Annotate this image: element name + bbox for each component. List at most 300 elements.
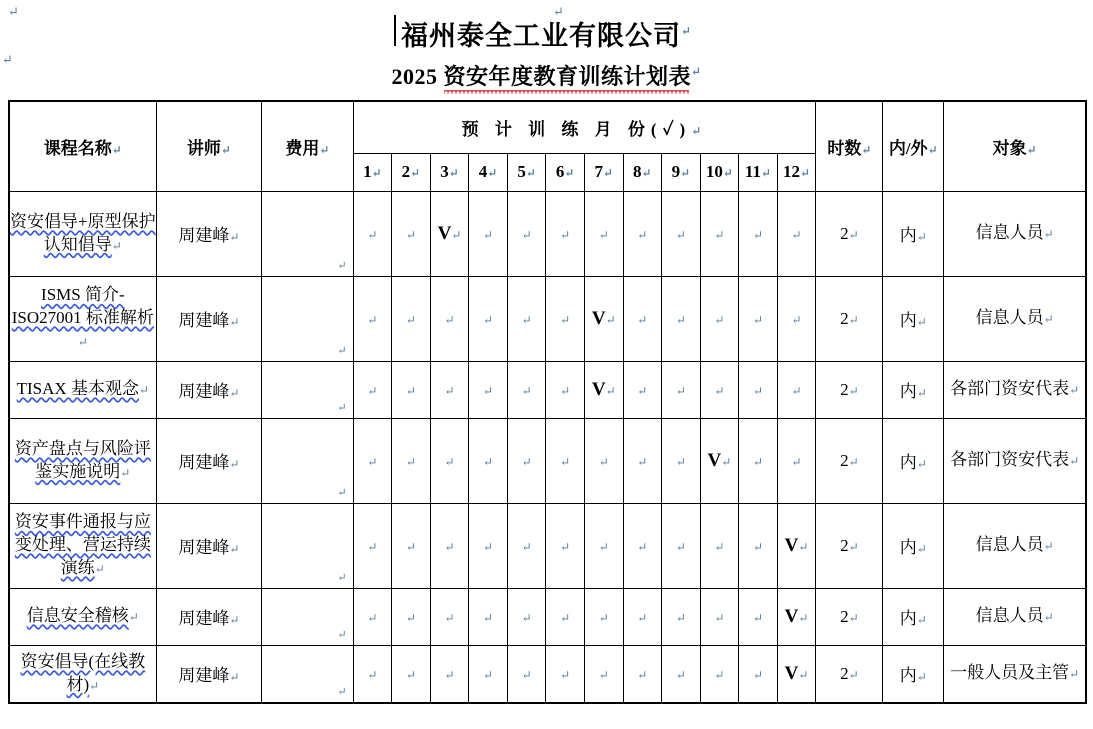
cell-month-3 <box>430 503 469 588</box>
paragraph-mark: ↵ <box>367 610 378 625</box>
paragraph-mark-title: ↵ <box>680 24 693 38</box>
paragraph-mark: ↵ <box>229 315 240 329</box>
lecturer-text: 周建峰 <box>178 311 230 330</box>
cell-target-audience <box>944 503 1086 588</box>
paragraph-mark: ↵ <box>916 315 927 329</box>
cell-month-9 <box>662 361 701 418</box>
paragraph-mark: ↵ <box>521 539 532 554</box>
cell-month-9 <box>662 418 701 503</box>
paragraph-mark: ↵ <box>637 312 648 327</box>
paragraph-mark: ↵ <box>229 230 240 244</box>
paragraph-mark: ↵ <box>405 667 416 682</box>
lecturer-text: 周建峰 <box>178 538 230 557</box>
cell-month-9 <box>662 588 701 645</box>
cell-internal-external <box>883 645 944 703</box>
paragraph-mark: ↵ <box>405 610 416 625</box>
cell-month-1 <box>353 503 392 588</box>
col-header-hours: 时数↵ <box>816 101 883 191</box>
paragraph-mark: ↵ <box>405 227 416 242</box>
title-block <box>0 0 1093 91</box>
cell-month-5 <box>507 191 546 276</box>
table-row <box>9 418 1086 503</box>
paragraph-mark: ↵ <box>848 667 859 682</box>
page-title-text: 福州泰全工业有限公司 <box>400 21 681 51</box>
cell-lecturer <box>156 645 262 703</box>
cell-month-11 <box>739 191 778 276</box>
cell-course-name <box>9 503 156 588</box>
paragraph-mark: ↵ <box>798 539 809 554</box>
month-header-8: 8↵ <box>623 153 662 191</box>
paragraph-mark: ↵ <box>128 610 139 625</box>
paragraph-mark: ↵ <box>791 312 802 327</box>
checkmark-icon: V <box>784 534 799 556</box>
paragraph-mark: ↵ <box>1069 454 1080 469</box>
table-row <box>9 503 1086 588</box>
paragraph-mark: ↵ <box>598 227 609 242</box>
cell-target-audience <box>944 645 1086 703</box>
paragraph-mark: ↵ <box>120 465 131 480</box>
paragraph-mark: ↵ <box>367 227 378 242</box>
cell-month-3 <box>430 361 469 418</box>
paragraph-mark: ↵ <box>444 454 455 469</box>
header-row-main <box>9 101 1086 153</box>
paragraph-mark: ↵ <box>714 227 725 242</box>
target-text: 信息人员 <box>975 535 1044 555</box>
col-header-fee: 费用↵ <box>262 101 353 191</box>
inout-text: 内 <box>899 538 917 557</box>
paragraph-mark: ↵ <box>598 667 609 682</box>
cell-month-8 <box>623 645 662 703</box>
paragraph-mark: ↵ <box>111 238 122 253</box>
cell-month-6 <box>546 418 585 503</box>
cell-fee <box>262 276 353 361</box>
cell-target-audience <box>944 361 1086 418</box>
table-row <box>9 361 1086 418</box>
target-text: 信息人员 <box>975 223 1044 243</box>
paragraph-mark: ↵ <box>848 610 859 625</box>
cell-internal-external <box>883 418 944 503</box>
cell-month-4 <box>469 503 508 588</box>
paragraph-mark: ↵ <box>637 383 648 398</box>
cell-month-2 <box>392 191 431 276</box>
checkmark-icon: V <box>437 222 452 244</box>
paragraph-mark: ↵ <box>1043 610 1054 625</box>
cell-month-1 <box>353 645 392 703</box>
checkmark-icon: V <box>784 605 799 627</box>
cell-course-name <box>9 645 156 703</box>
cell-month-1 <box>353 588 392 645</box>
spellcheck-underline <box>444 90 688 94</box>
cell-month-2 <box>392 418 431 503</box>
cell-month-8 <box>623 418 662 503</box>
paragraph-mark: ↵ <box>791 454 802 469</box>
paragraph-mark: ↵ <box>752 539 764 554</box>
cell-month-1 <box>353 191 392 276</box>
page-title <box>401 14 692 53</box>
cell-month-1 <box>353 276 392 361</box>
paragraph-mark: ↵ <box>1026 142 1037 157</box>
paragraph-mark: ↵ <box>605 312 616 327</box>
col-header-target: 对象↵ <box>944 101 1086 191</box>
cell-month-10 <box>700 588 739 645</box>
paragraph-mark: ↵ <box>1069 383 1080 398</box>
target-text: 各部门资安代表 <box>950 379 1070 399</box>
paragraph-mark: ↵ <box>521 312 532 327</box>
cell-month-10 <box>700 418 739 503</box>
paragraph-mark-left-margin: ↵ <box>2 52 13 67</box>
paragraph-mark: ↵ <box>798 610 809 625</box>
cell-month-4 <box>469 645 508 703</box>
inout-text: 内 <box>899 226 917 245</box>
col-header-course: 课程名称↵ <box>9 101 156 191</box>
paragraph-mark: ↵ <box>675 383 686 398</box>
month-header-10: 10↵ <box>700 153 739 191</box>
course-name-text: 信息安全稽核 <box>26 606 129 626</box>
cell-month-1 <box>353 418 392 503</box>
paragraph-mark: ↵ <box>637 454 648 469</box>
checkmark-icon: V <box>707 449 722 471</box>
paragraph-mark: ↵ <box>1043 227 1054 242</box>
cell-month-3 <box>430 645 469 703</box>
cell-month-12 <box>777 276 816 361</box>
cell-course-name <box>9 361 156 418</box>
paragraph-mark: ↵ <box>848 312 859 327</box>
cell-fee <box>262 503 353 588</box>
course-name-text: 资安倡导(在线教材) <box>20 651 146 694</box>
paragraph-mark: ↵ <box>560 312 571 327</box>
paragraph-mark: ↵ <box>410 166 421 180</box>
paragraph-mark: ↵ <box>675 312 686 327</box>
col-header-months-group: 预 计 训 练 月 份(✓)↵ <box>353 101 816 153</box>
paragraph-mark: ↵ <box>848 539 859 554</box>
paragraph-mark: ↵ <box>405 454 416 469</box>
lecturer-text: 周建峰 <box>178 453 230 472</box>
paragraph-mark: ↵ <box>371 166 382 180</box>
paragraph-mark: ↵ <box>405 539 416 554</box>
cell-month-10 <box>700 503 739 588</box>
cell-month-12 <box>777 418 816 503</box>
cell-month-6 <box>546 503 585 588</box>
cell-lecturer <box>156 503 262 588</box>
paragraph-mark: ↵ <box>861 142 872 157</box>
month-header-1: 1↵ <box>353 153 392 191</box>
paragraph-mark: ↵ <box>560 383 571 398</box>
month-header-11: 11↵ <box>739 153 778 191</box>
col-header-inout: 内/外↵ <box>883 101 944 191</box>
cell-month-8 <box>623 191 662 276</box>
cell-month-12 <box>777 503 816 588</box>
paragraph-mark: ↵ <box>487 166 498 180</box>
paragraph-mark: ↵ <box>675 610 686 625</box>
inout-text: 内 <box>899 453 917 472</box>
hours-text: 2 <box>840 223 849 243</box>
paragraph-mark: ↵ <box>405 383 416 398</box>
paragraph-mark: ↵ <box>94 561 105 576</box>
paragraph-mark: ↵ <box>521 610 532 625</box>
paragraph-mark: ↵ <box>752 667 764 682</box>
paragraph-mark: ↵ <box>138 383 150 398</box>
month-header-12: 12↵ <box>777 153 816 191</box>
table-body <box>9 191 1086 703</box>
hours-text: 2 <box>840 535 849 555</box>
paragraph-mark: ↵ <box>560 610 571 625</box>
paragraph-mark: ↵ <box>1043 539 1054 554</box>
checkmark-icon: V <box>784 662 799 684</box>
cell-course-name <box>9 276 156 361</box>
cell-month-5 <box>507 588 546 645</box>
cell-month-7 <box>584 588 623 645</box>
paragraph-mark: ↵ <box>521 667 532 682</box>
paragraph-mark: ↵ <box>521 454 532 469</box>
cell-month-4 <box>469 418 508 503</box>
inout-text: 内 <box>899 666 917 685</box>
cell-hours <box>816 588 883 645</box>
cell-month-7 <box>584 361 623 418</box>
cell-month-2 <box>392 588 431 645</box>
cell-lecturer <box>156 418 262 503</box>
paragraph-mark: ↵ <box>916 542 927 556</box>
course-name-text: 资安倡导+原型保护认知倡导 <box>10 211 156 254</box>
cell-month-11 <box>739 588 778 645</box>
table-row <box>9 191 1086 276</box>
paragraph-mark: ↵ <box>916 670 927 684</box>
paragraph-mark: ↵ <box>714 383 725 398</box>
cell-month-5 <box>507 276 546 361</box>
cell-month-2 <box>392 276 431 361</box>
cell-month-9 <box>662 276 701 361</box>
col-header-lecturer: 讲师↵ <box>156 101 262 191</box>
cell-month-2 <box>392 645 431 703</box>
cell-month-6 <box>546 361 585 418</box>
inout-text: 内 <box>899 311 917 330</box>
paragraph-mark: ↵ <box>602 166 614 180</box>
paragraph-mark: ↵ <box>525 166 536 180</box>
cell-fee <box>262 588 353 645</box>
paragraph-mark: ↵ <box>760 166 772 180</box>
paragraph-mark: ↵ <box>916 613 927 627</box>
target-text: 信息人员 <box>975 308 1044 328</box>
cell-month-11 <box>739 645 778 703</box>
paragraph-mark: ↵ <box>483 667 494 682</box>
paragraph-mark: ↵ <box>89 678 100 693</box>
hours-text: 2 <box>840 450 849 470</box>
cell-month-3 <box>430 588 469 645</box>
cell-month-6 <box>546 191 585 276</box>
paragraph-mark: ↵ <box>714 539 725 554</box>
paragraph-mark: ↵ <box>791 383 802 398</box>
cell-month-3 <box>430 418 469 503</box>
paragraph-mark: ↵ <box>483 227 494 242</box>
cell-course-name <box>9 588 156 645</box>
cell-month-5 <box>507 361 546 418</box>
paragraph-mark: ↵ <box>1043 312 1054 327</box>
cell-internal-external <box>883 276 944 361</box>
cell-month-8 <box>623 588 662 645</box>
cell-course-name <box>9 191 156 276</box>
cell-month-4 <box>469 276 508 361</box>
cell-month-7 <box>584 418 623 503</box>
paragraph-mark: ↵ <box>637 667 648 682</box>
paragraph-mark: ↵ <box>367 454 378 469</box>
month-header-2: 2↵ <box>392 153 431 191</box>
cell-month-11 <box>739 503 778 588</box>
inout-text: 内 <box>899 609 917 628</box>
cell-target-audience <box>944 588 1086 645</box>
cell-month-8 <box>623 503 662 588</box>
paragraph-mark: ↵ <box>680 166 691 180</box>
paragraph-mark: ↵ <box>560 227 571 242</box>
cell-month-12 <box>777 645 816 703</box>
paragraph-mark: ↵ <box>560 667 571 682</box>
cell-month-7 <box>584 503 623 588</box>
paragraph-mark: ↵ <box>1069 667 1080 682</box>
cell-month-2 <box>392 361 431 418</box>
cell-month-11 <box>739 276 778 361</box>
cell-month-10 <box>700 191 739 276</box>
hours-text: 2 <box>840 606 849 626</box>
paragraph-mark: ↵ <box>483 610 494 625</box>
paragraph-mark: ↵ <box>691 123 708 138</box>
cell-month-6 <box>546 588 585 645</box>
paragraph-mark: ↵ <box>229 670 240 684</box>
paragraph-mark: ↵ <box>916 230 927 244</box>
hours-text: 2 <box>840 379 849 399</box>
cell-month-11 <box>739 418 778 503</box>
cell-internal-external <box>883 588 944 645</box>
paragraph-mark: ↵ <box>848 227 859 242</box>
paragraph-mark: ↵ <box>220 142 231 157</box>
month-header-3: 3↵ <box>430 153 469 191</box>
paragraph-mark: ↵ <box>367 667 378 682</box>
paragraph-mark: ↵ <box>714 667 725 682</box>
paragraph-mark: ↵ <box>367 312 378 327</box>
cell-month-12 <box>777 191 816 276</box>
cell-internal-external <box>883 361 944 418</box>
cell-hours <box>816 361 883 418</box>
paragraph-mark: ↵ <box>444 667 455 682</box>
paragraph-mark: ↵ <box>752 312 764 327</box>
target-text: 一般人员及主管 <box>950 663 1070 683</box>
paragraph-mark: ↵ <box>444 383 455 398</box>
cell-month-9 <box>662 503 701 588</box>
cell-month-7 <box>584 645 623 703</box>
cell-fee <box>262 191 353 276</box>
cell-target-audience <box>944 276 1086 361</box>
cell-month-3 <box>430 276 469 361</box>
cell-month-11 <box>739 361 778 418</box>
paragraph-mark: ↵ <box>229 613 240 627</box>
cell-fee <box>262 645 353 703</box>
cell-month-1 <box>353 361 392 418</box>
cell-month-4 <box>469 588 508 645</box>
paragraph-mark: ↵ <box>916 457 927 471</box>
paragraph-mark: ↵ <box>598 539 609 554</box>
cell-month-7 <box>584 276 623 361</box>
cell-month-5 <box>507 503 546 588</box>
paragraph-mark-top-right: ↵ <box>553 4 564 19</box>
cell-month-8 <box>623 361 662 418</box>
paragraph-mark: ↵ <box>752 454 764 469</box>
text-cursor <box>394 15 396 46</box>
paragraph-mark: ↵ <box>560 454 571 469</box>
paragraph-mark: ↵ <box>229 386 240 400</box>
paragraph-mark: ↵ <box>405 312 416 327</box>
paragraph-mark: ↵ <box>916 386 927 400</box>
page-subtitle-text: 2025 资安年度教育训练计划表 <box>391 64 691 89</box>
hours-text: 2 <box>840 308 849 328</box>
course-name-text: ISMS 简介-ISO27001 标准解析 <box>11 285 154 328</box>
paragraph-mark: ↵ <box>483 539 494 554</box>
cell-hours <box>816 191 883 276</box>
month-header-9: 9↵ <box>662 153 701 191</box>
cell-hours <box>816 276 883 361</box>
paragraph-mark: ↵ <box>641 166 652 180</box>
paragraph-mark: ↵ <box>521 383 532 398</box>
month-header-5: 5↵ <box>507 153 546 191</box>
paragraph-mark: ↵ <box>848 383 859 398</box>
paragraph-mark: ↵ <box>77 334 88 349</box>
cell-internal-external <box>883 503 944 588</box>
paragraph-mark: ↵ <box>675 667 686 682</box>
cell-target-audience <box>944 418 1086 503</box>
paragraph-mark: ↵ <box>800 166 811 180</box>
cell-month-3 <box>430 191 469 276</box>
paragraph-mark: ↵ <box>752 383 764 398</box>
paragraph-mark: ↵ <box>791 227 802 242</box>
paragraph-mark: ↵ <box>721 454 732 469</box>
hours-text: 2 <box>840 663 849 683</box>
lecturer-text: 周建峰 <box>178 666 230 685</box>
paragraph-mark: ↵ <box>675 539 686 554</box>
paragraph-mark: ↵ <box>637 227 648 242</box>
cell-month-9 <box>662 645 701 703</box>
paragraph-mark: ↵ <box>367 383 378 398</box>
inout-text: 内 <box>899 382 917 401</box>
cell-hours <box>816 645 883 703</box>
cell-month-8 <box>623 276 662 361</box>
cell-hours <box>816 503 883 588</box>
paragraph-mark: ↵ <box>798 667 809 682</box>
paragraph-mark: ↵ <box>598 610 609 625</box>
training-plan-table <box>8 100 1087 704</box>
checkmark-icon: V <box>591 378 606 400</box>
cell-month-2 <box>392 503 431 588</box>
cell-course-name <box>9 418 156 503</box>
cell-month-6 <box>546 276 585 361</box>
paragraph-mark: ↵ <box>229 457 240 471</box>
page-subtitle <box>391 60 701 91</box>
paragraph-mark-top-left: ↵ <box>8 4 19 19</box>
cell-fee <box>262 418 353 503</box>
paragraph-mark: ↵ <box>451 227 462 242</box>
table-row <box>9 276 1086 361</box>
paragraph-mark: ↵ <box>637 539 648 554</box>
paragraph-mark: ↵ <box>598 454 609 469</box>
lecturer-text: 周建峰 <box>178 609 230 628</box>
paragraph-mark: ↵ <box>367 539 378 554</box>
cell-hours <box>816 418 883 503</box>
cell-month-7 <box>584 191 623 276</box>
paragraph-mark: ↵ <box>848 454 859 469</box>
cell-month-12 <box>777 361 816 418</box>
cell-lecturer <box>156 361 262 418</box>
cell-month-9 <box>662 191 701 276</box>
paragraph-mark-subtitle: ↵ <box>690 64 702 79</box>
cell-month-5 <box>507 418 546 503</box>
table-header <box>9 101 1086 191</box>
course-name-text: 资产盘点与风险评鉴实施说明 <box>14 438 151 481</box>
paragraph-mark: ↵ <box>444 610 455 625</box>
